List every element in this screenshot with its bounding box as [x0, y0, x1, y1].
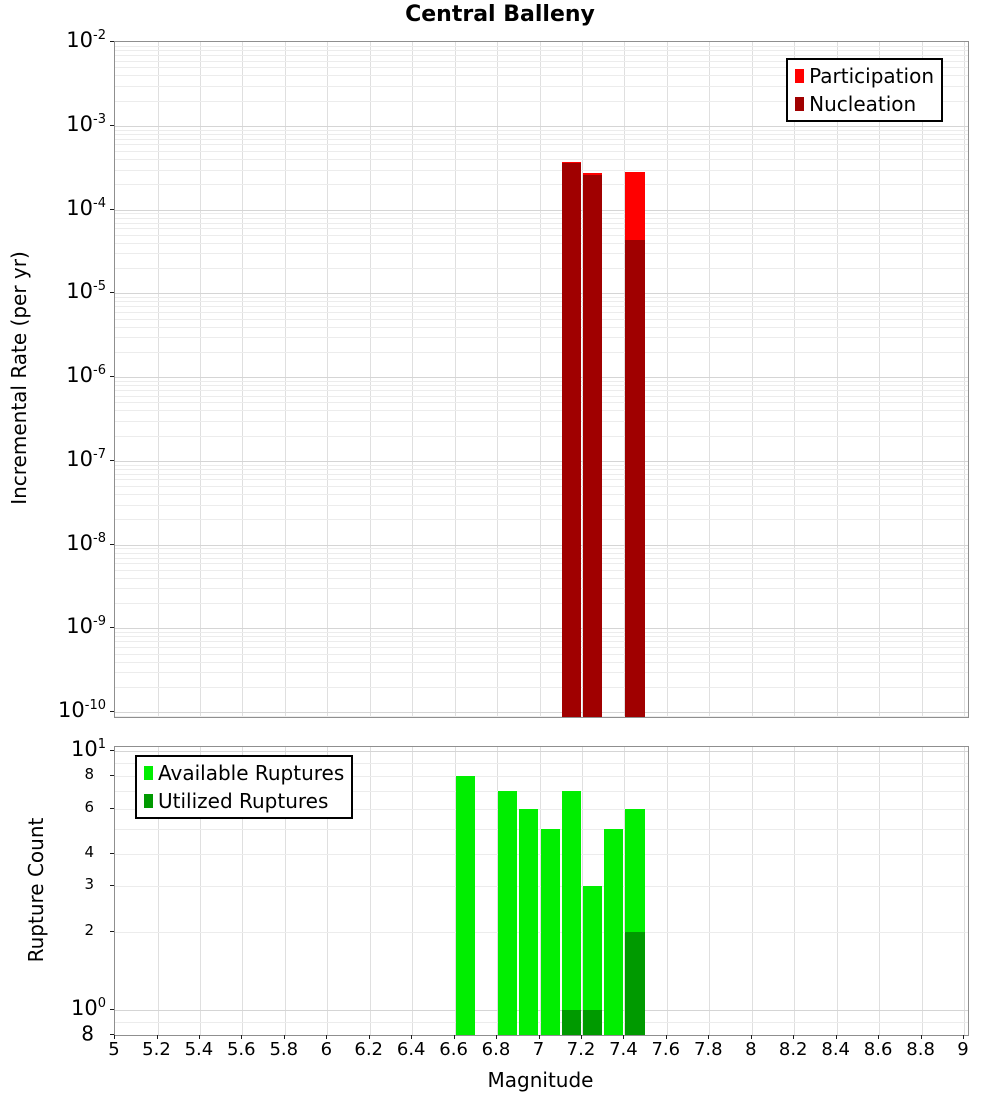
tick-base: 10	[66, 28, 94, 53]
vertical-gridline	[879, 42, 880, 717]
minor-gridline	[115, 402, 968, 403]
y-tick-label	[0, 530, 106, 555]
x-tick-mark	[751, 1035, 752, 1039]
bar-available-ruptures-m7.35	[604, 829, 623, 1035]
tick-base: 10	[66, 279, 94, 304]
x-tick-mark	[836, 1035, 837, 1039]
major-gridline	[115, 712, 968, 713]
y-tick-label: 8	[81, 1021, 94, 1046]
minor-gridline	[115, 337, 968, 338]
y-tick-mark	[110, 711, 114, 712]
magnitude-x-axis-label: Magnitude	[487, 1068, 594, 1092]
x-tick-label: 6.8	[481, 1039, 511, 1060]
x-tick-mark	[326, 1035, 327, 1039]
x-tick-label: 5.8	[269, 1039, 299, 1060]
legend-entry-utilized-ruptures	[144, 787, 344, 815]
vertical-gridline	[497, 42, 498, 717]
minor-gridline	[115, 352, 968, 353]
minor-gridline	[115, 319, 968, 320]
major-gridline	[115, 210, 968, 211]
x-tick-label: 8	[745, 1039, 757, 1060]
x-tick-mark	[921, 1035, 922, 1039]
x-tick-label: 5.6	[226, 1039, 256, 1060]
y-tick-label	[0, 739, 106, 760]
y-tick-mark	[110, 125, 114, 126]
legend-label-available-ruptures: Available Ruptures	[158, 761, 345, 785]
bar-nucleation-m7.15	[562, 163, 581, 717]
minor-gridline	[115, 421, 968, 422]
minor-gridline	[115, 548, 968, 549]
minor-gridline	[115, 301, 968, 302]
legend-marker-utilized-ruptures	[144, 794, 153, 808]
minor-gridline	[115, 465, 968, 466]
minor-gridline	[115, 654, 968, 655]
minor-gridline	[115, 588, 968, 589]
minor-gridline	[115, 578, 968, 579]
tick-base: 10	[70, 996, 98, 1021]
tick-exponent: -3	[93, 111, 106, 127]
x-tick-mark	[793, 1035, 794, 1039]
vertical-gridline	[709, 42, 710, 717]
y-tick-label: 2	[84, 921, 94, 940]
chart-title: Central Balleny	[405, 2, 595, 27]
minor-gridline	[115, 396, 968, 397]
x-tick-mark	[878, 1035, 879, 1039]
major-gridline	[115, 461, 968, 462]
x-tick-label: 7.6	[651, 1039, 681, 1060]
x-tick-mark	[454, 1035, 455, 1039]
minor-gridline	[115, 306, 968, 307]
x-tick-mark	[708, 1035, 709, 1039]
x-tick-mark	[963, 1035, 964, 1039]
bar-available-ruptures-m6.65	[456, 776, 475, 1035]
minor-gridline	[115, 312, 968, 313]
y-tick-mark	[110, 292, 114, 293]
x-tick-mark	[581, 1035, 582, 1039]
tick-exponent: -9	[93, 614, 106, 630]
minor-gridline	[115, 632, 968, 633]
y-tick-label	[0, 616, 106, 637]
x-tick-label: 7.8	[693, 1039, 723, 1060]
x-tick-label: 7.4	[609, 1039, 638, 1060]
y-tick-mark	[110, 885, 114, 886]
tick-exponent: 0	[97, 996, 106, 1012]
y-tick-mark	[110, 376, 114, 377]
legend-label-utilized-ruptures: Utilized Ruptures	[158, 789, 329, 813]
minor-gridline	[115, 134, 968, 135]
x-tick-label: 8.6	[863, 1039, 893, 1060]
legend-entry-nucleation	[795, 90, 934, 118]
vertical-gridline	[158, 42, 159, 717]
bar-available-ruptures-m6.95	[519, 809, 538, 1036]
tick-base: 10	[70, 737, 98, 762]
y-tick-mark	[110, 209, 114, 210]
x-tick-mark	[114, 1035, 115, 1039]
tick-exponent: -6	[93, 363, 106, 379]
tick-exponent: -10	[84, 698, 106, 714]
minor-gridline	[115, 159, 968, 160]
vertical-gridline	[964, 42, 965, 717]
tick-exponent: -7	[93, 446, 106, 462]
minor-gridline	[115, 184, 968, 185]
y-tick-mark	[110, 460, 114, 461]
legend-marker-available-ruptures	[144, 766, 153, 780]
y-tick-label: 8	[84, 765, 94, 784]
tick-exponent: 1	[97, 737, 106, 753]
y-tick-mark	[110, 544, 114, 545]
minor-gridline	[115, 563, 968, 564]
minor-gridline	[115, 213, 968, 214]
minor-gridline	[115, 46, 968, 47]
y-tick-label	[0, 281, 106, 302]
legend-label-nucleation: Nucleation	[809, 92, 917, 116]
y-tick-label	[0, 365, 106, 386]
y-tick-label	[0, 446, 106, 471]
minor-gridline	[115, 218, 968, 219]
bar-utilized-ruptures-m7.25	[583, 1010, 602, 1035]
minor-gridline	[115, 687, 968, 688]
x-tick-mark	[623, 1035, 624, 1039]
minor-gridline	[115, 151, 968, 152]
vertical-gridline	[837, 42, 838, 717]
minor-gridline	[115, 223, 968, 224]
minor-gridline	[115, 243, 968, 244]
minor-gridline	[115, 381, 968, 382]
tick-base: 10	[58, 698, 85, 723]
x-tick-label: 6.6	[439, 1039, 468, 1060]
major-gridline	[115, 377, 968, 378]
minor-gridline	[115, 647, 968, 648]
minor-gridline	[115, 144, 968, 145]
legend-plot0	[786, 58, 943, 122]
minor-gridline	[115, 553, 968, 554]
vertical-gridline	[540, 42, 541, 717]
y-tick-mark	[110, 808, 114, 809]
bar-utilized-ruptures-m7.15	[562, 1010, 581, 1035]
vertical-gridline	[922, 42, 923, 717]
x-tick-mark	[369, 1035, 370, 1039]
x-tick-label: 8.8	[906, 1039, 935, 1060]
minor-gridline	[115, 469, 968, 470]
minor-gridline	[115, 436, 968, 437]
minor-gridline	[115, 636, 968, 637]
tick-base: 10	[66, 111, 94, 136]
x-tick-label: 6.2	[354, 1039, 384, 1060]
minor-gridline	[115, 662, 968, 663]
major-gridline	[115, 293, 968, 294]
tick-base: 10	[66, 363, 94, 388]
major-gridline	[115, 126, 968, 127]
minor-gridline	[115, 139, 968, 140]
x-tick-label: 7.2	[566, 1039, 596, 1060]
bar-available-ruptures-m7.05	[541, 829, 560, 1035]
tick-exponent: -4	[93, 195, 106, 211]
vertical-gridline	[794, 42, 795, 717]
bar-available-ruptures-m6.85	[498, 791, 517, 1035]
y-tick-mark	[110, 853, 114, 854]
x-tick-mark	[284, 1035, 285, 1039]
minor-gridline	[115, 268, 968, 269]
tick-exponent: -5	[93, 279, 106, 295]
x-tick-label: 5	[108, 1039, 120, 1060]
minor-gridline	[115, 474, 968, 475]
y-tick-label	[0, 998, 106, 1019]
minor-gridline	[115, 55, 968, 56]
minor-gridline	[115, 253, 968, 254]
minor-gridline	[115, 716, 968, 717]
y-tick-label: 3	[84, 875, 94, 894]
y-tick-label	[0, 700, 106, 721]
legend-entry-participation	[795, 62, 934, 90]
minor-gridline	[115, 486, 968, 487]
minor-gridline	[115, 410, 968, 411]
minor-gridline	[115, 50, 968, 51]
y-tick-mark	[110, 41, 114, 42]
legend-label-participation: Participation	[809, 64, 934, 88]
legend-entry-available-ruptures	[144, 759, 344, 787]
x-tick-label: 8.2	[778, 1039, 808, 1060]
y-tick-mark	[110, 627, 114, 628]
y-tick-mark	[110, 931, 114, 932]
major-gridline	[115, 751, 968, 752]
vertical-gridline	[370, 42, 371, 717]
major-gridline	[115, 628, 968, 629]
y-tick-label	[0, 30, 106, 51]
y-tick-mark	[110, 750, 114, 751]
tick-exponent: -2	[93, 28, 106, 44]
minor-gridline	[115, 297, 968, 298]
x-tick-mark	[496, 1035, 497, 1039]
x-tick-label: 5.4	[184, 1039, 214, 1060]
minor-gridline	[115, 603, 968, 604]
rate-y-axis-label: Incremental Rate (per yr)	[7, 251, 31, 505]
y-tick-mark	[110, 775, 114, 776]
bar-nucleation-m7.45	[625, 240, 644, 717]
legend-plot1	[135, 755, 353, 819]
y-tick-label: 4	[84, 843, 94, 862]
x-tick-label: 8.4	[821, 1039, 851, 1060]
tick-exponent: -8	[93, 530, 106, 546]
y-tick-label	[0, 195, 106, 220]
legend-marker-participation	[795, 69, 804, 83]
y-tick-label: 6	[84, 797, 94, 816]
vertical-gridline	[242, 42, 243, 717]
x-tick-mark	[241, 1035, 242, 1039]
x-tick-label: 6.4	[396, 1039, 426, 1060]
minor-gridline	[115, 558, 968, 559]
bar-available-ruptures-m7.15	[562, 791, 581, 1035]
minor-gridline	[115, 228, 968, 229]
minor-gridline	[115, 519, 968, 520]
y-tick-mark	[110, 1009, 114, 1010]
minor-gridline	[115, 505, 968, 506]
vertical-gridline	[412, 42, 413, 717]
minor-gridline	[115, 479, 968, 480]
bar-nucleation-m7.25	[583, 175, 602, 717]
tick-base: 10	[66, 195, 94, 220]
minor-gridline	[115, 170, 968, 171]
minor-gridline	[115, 390, 968, 391]
minor-gridline	[115, 235, 968, 236]
minor-gridline	[115, 130, 968, 131]
minor-gridline	[115, 570, 968, 571]
incremental-rate-plot	[114, 41, 969, 718]
vertical-gridline	[455, 42, 456, 717]
tick-base: 10	[66, 530, 94, 555]
x-tick-mark	[157, 1035, 158, 1039]
count-y-axis-label: Rupture Count	[24, 817, 48, 963]
minor-gridline	[115, 385, 968, 386]
bar-utilized-ruptures-m7.45	[625, 932, 644, 1035]
x-tick-mark	[666, 1035, 667, 1039]
tick-base: 10	[66, 614, 94, 639]
x-tick-label: 5.2	[142, 1039, 171, 1060]
legend-marker-nucleation	[795, 97, 804, 111]
y-tick-label	[0, 111, 106, 136]
x-tick-mark	[539, 1035, 540, 1039]
minor-gridline	[115, 327, 968, 328]
minor-gridline	[115, 672, 968, 673]
vertical-gridline	[752, 42, 753, 717]
x-tick-label: 7	[532, 1039, 545, 1060]
vertical-gridline	[285, 42, 286, 717]
tick-base: 10	[66, 446, 94, 471]
major-gridline	[115, 545, 968, 546]
minor-gridline	[115, 641, 968, 642]
x-tick-mark	[411, 1035, 412, 1039]
x-tick-label: 9	[957, 1039, 969, 1060]
x-tick-label: 6	[320, 1039, 333, 1060]
minor-gridline	[115, 494, 968, 495]
vertical-gridline	[667, 42, 668, 717]
x-tick-mark	[199, 1035, 200, 1039]
vertical-gridline	[327, 42, 328, 717]
vertical-gridline	[200, 42, 201, 717]
